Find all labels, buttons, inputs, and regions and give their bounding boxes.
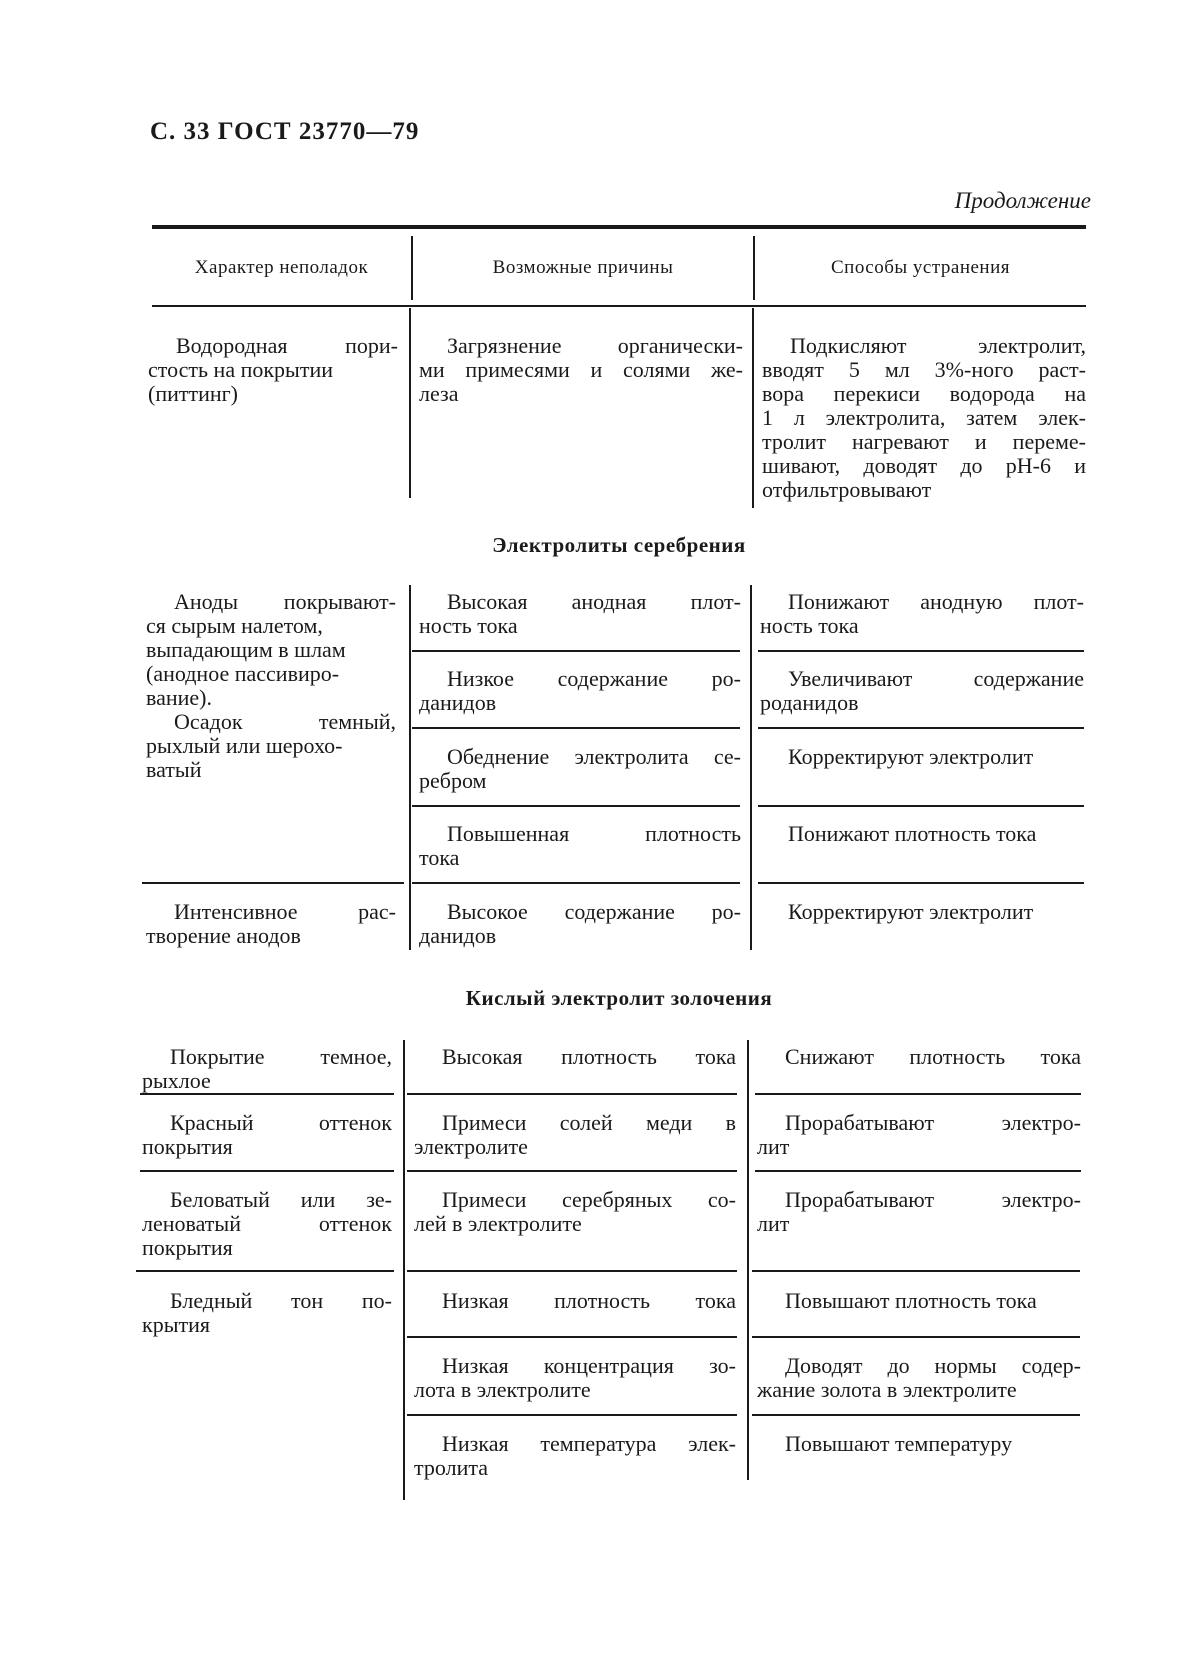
col-divider — [750, 585, 752, 950]
row-rule — [140, 1170, 394, 1172]
remedy-cell: Подкисляют электролит, вводят 5 мл 3%-ного раст- вора перекиси водорода на 1 л электролита, затем элек- тролит нагревают и переме- шивают, доводят до рН-6 и отфильтровывают — [762, 333, 1086, 502]
defect-cell: Интенсивное рас- творение анодов — [146, 899, 396, 948]
remedy-cell: Прорабатывают электро- лит — [757, 1110, 1081, 1159]
row-rule — [755, 1170, 1081, 1172]
remedy-cell: Повышают температуру — [785, 1431, 1013, 1456]
cause-cell: Низкое содержание ро- данидов — [419, 666, 741, 715]
cause-cell: Низкая температура элек- тролита — [414, 1431, 736, 1480]
row-rule — [755, 1093, 1081, 1095]
cause-cell: Обеднение электролита се- ребром — [419, 744, 741, 793]
section-title-gold: Кислый электролит золочения — [465, 986, 773, 1010]
cause-cell: Низкая концентрация зо- лота в электролите — [414, 1353, 736, 1402]
row-rule — [407, 1270, 737, 1272]
defect-cell: Водородная пори- стость на покрытии (питтинг) — [148, 333, 398, 406]
remedy-cell: Понижают анодную плот- ность тока — [760, 589, 1084, 638]
defect-cell: Красный оттенок покрытия — [142, 1110, 392, 1159]
remedy-cell: Увеличивают содержание роданидов — [760, 666, 1084, 715]
column-header-remedy: Способы устранения — [830, 257, 1010, 278]
remedy-cell: Повышают плотность тока — [785, 1288, 1037, 1313]
cause-cell: Загрязнение органически- ми примесями и солями же- леза — [419, 333, 743, 406]
cause-cell: Повышенная плотность тока — [419, 821, 741, 870]
remedy-cell: Прорабатывают электро- лит — [757, 1187, 1081, 1236]
row-rule — [412, 805, 740, 807]
row-rule — [752, 1270, 1080, 1272]
defect-cell: Бледный тон по- крытия — [142, 1288, 392, 1337]
remedy-cell: Корректируют электролит — [788, 899, 1034, 924]
defect-cell: Покрытие темное, рыхлое — [142, 1044, 392, 1093]
table-top-rule — [152, 225, 1086, 229]
defect-cell: Аноды покрывают- ся сырым налетом, выпадающим в шлам (анодное пассивиро- вание). Осадок темный, рыхлый или шерохо- ватый — [146, 589, 396, 782]
continuation-label: Продолжение — [954, 188, 1091, 213]
row-rule — [407, 1093, 737, 1095]
cause-cell: Примеси серебряных со- лей в электролите — [414, 1187, 736, 1236]
row-rule — [407, 1336, 737, 1338]
row-rule — [752, 1414, 1080, 1416]
row-rule — [407, 1170, 737, 1172]
row-rule — [136, 1270, 394, 1272]
remedy-cell: Корректируют электролит — [788, 744, 1034, 769]
remedy-cell: Снижают плотность тока — [785, 1044, 1081, 1069]
row-rule — [412, 650, 740, 652]
row-rule — [407, 1414, 737, 1416]
row-rule — [412, 882, 740, 884]
row-rule — [142, 882, 404, 884]
row-rule — [758, 882, 1084, 884]
cause-cell: Высокая анодная плот- ность тока — [419, 589, 741, 638]
col-divider — [409, 308, 411, 498]
col-divider — [409, 585, 411, 950]
column-header-cause: Возможные причины — [492, 257, 674, 278]
cause-cell: Высокое содержание ро- данидов — [419, 899, 741, 948]
row-rule — [758, 650, 1084, 652]
cause-cell: Примеси солей меди в электролите — [414, 1110, 736, 1159]
cause-cell: Низкая плотность тока — [442, 1288, 736, 1313]
col-divider — [752, 308, 754, 508]
column-header-defect: Характер неполадок — [194, 257, 369, 278]
row-rule — [752, 1336, 1080, 1338]
row-rule — [140, 1093, 394, 1095]
row-rule — [412, 727, 740, 729]
col-divider — [403, 1040, 405, 1500]
cause-cell: Высокая плотность тока — [442, 1044, 736, 1069]
section-title-silver: Электролиты серебрения — [492, 533, 746, 557]
remedy-cell: Понижают плотность тока — [788, 821, 1037, 846]
remedy-cell: Доводят до нормы содер- жание золота в электролите — [757, 1353, 1081, 1402]
defect-cell: Беловатый или зе- леноватый оттенок покрытия — [142, 1187, 392, 1260]
row-rule — [758, 805, 1084, 807]
row-rule — [758, 727, 1084, 729]
col-divider — [747, 1040, 749, 1480]
table-header-rule — [152, 305, 1086, 307]
page-header: С. 33 ГОСТ 23770—79 — [150, 118, 420, 145]
